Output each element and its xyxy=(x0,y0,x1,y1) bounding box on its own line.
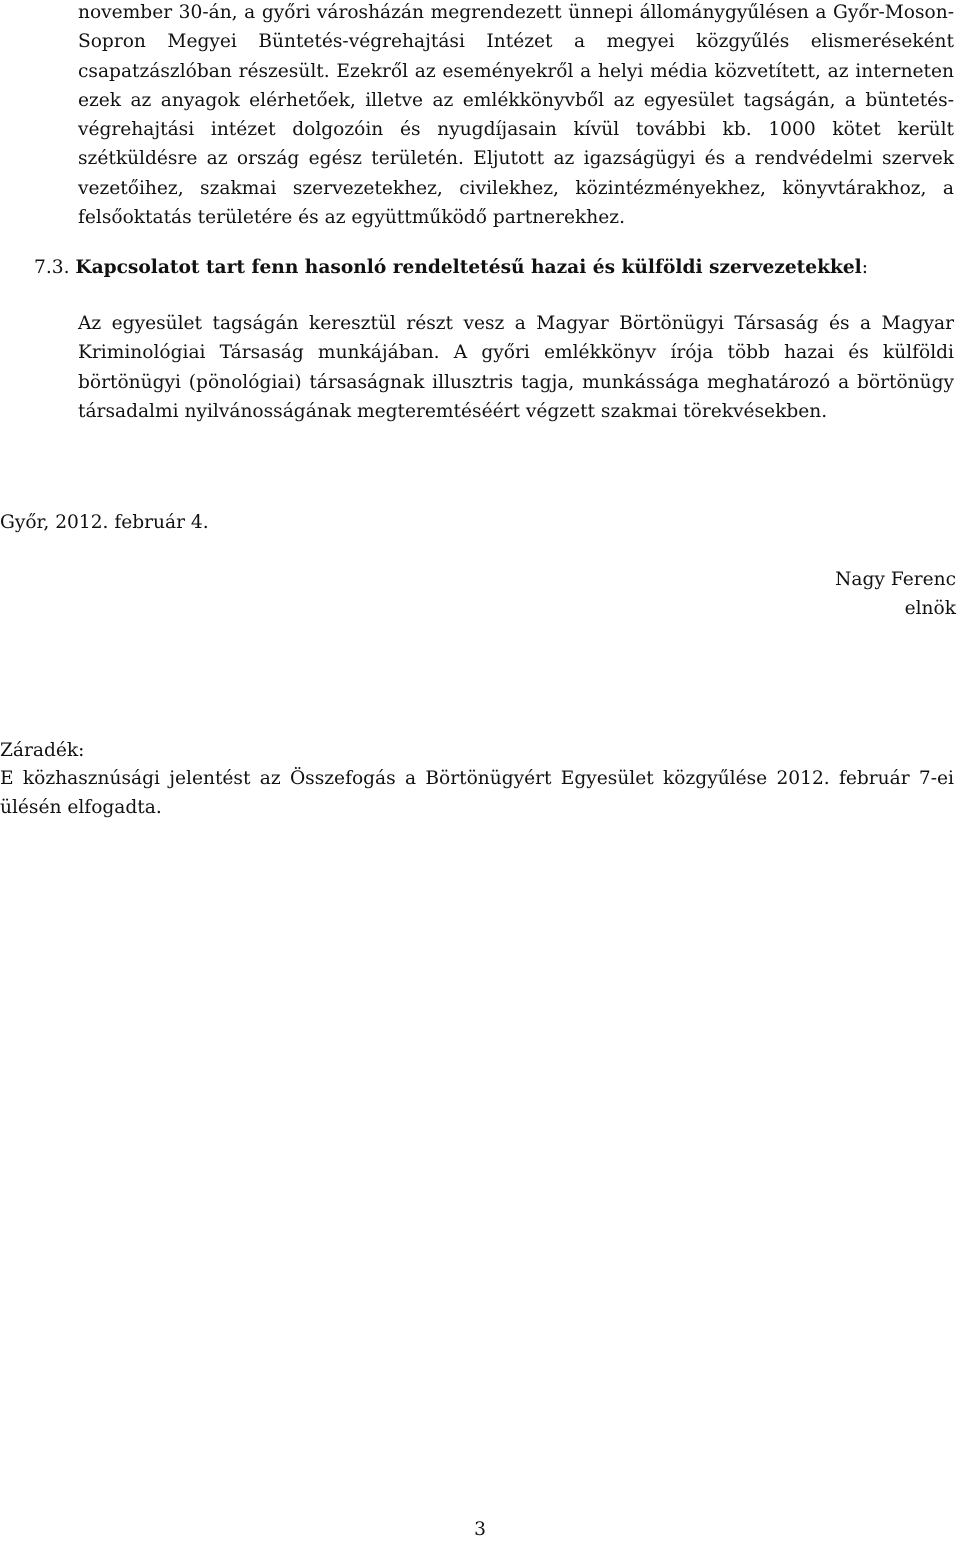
intro-paragraph: november 30-án, a győri városházán megrendezett ünnepi állománygyűlésen a Győr-Moson-Sopron Megyei Büntetés-végrehajtási Intézet a megyei közgyűlés elismeréseként csapatzászlóban részesült. Ezekről az eseményekről a helyi média közvetített, az interneten ezek az anyagok elérhetőek, illetve az emlékkönyvből az egyesület tagságán, a büntetés-végrehajtási intézet dolgozóin és nyugdíjasain kívül további kb. 1000 kötet került szétküldésre az ország egész területén. Eljutott az igazságügyi és a rendvédelmi szervek vezetőihez, szakmai szervezetekhez, civilekhez, közintézményekhez, könyvtárakhoz, a felsőoktatás területére és az együttműködő partnerekhez. xyxy=(78,2,954,229)
clause-text: E közhasznúsági jelentést az Összefogás a Börtönügyért Egyesület közgyűlése 2012. február 7-ei ülésén elfogadta. xyxy=(0,768,954,818)
section-number: 7.3. xyxy=(34,257,70,278)
signatory-title: elnök xyxy=(904,598,956,619)
page-number: 3 xyxy=(474,1519,486,1540)
section-heading xyxy=(34,253,954,282)
clause-label: Záradék: xyxy=(0,740,85,761)
section-title: Kapcsolatot tart fenn hasonló rendeltetésű hazai és külföldi szervezetekkel xyxy=(75,257,862,278)
section-colon: : xyxy=(861,257,869,278)
membership-paragraph: Az egyesület tagságán keresztül részt vesz a Magyar Börtönügyi Társaság és a Magyar Kriminológiai Társaság munkájában. A győri emlékkönyv írója több hazai és külföldi börtönügyi (pönológiai) társaságnak illusztris tagja, munkássága meghatározó a börtönügy társadalmi nyilvánosságának megteremtéséért végzett szakmai törekvésekben. xyxy=(78,313,954,422)
signatory-name: Nagy Ferenc xyxy=(835,569,956,590)
place-date: Győr, 2012. február 4. xyxy=(0,512,209,533)
